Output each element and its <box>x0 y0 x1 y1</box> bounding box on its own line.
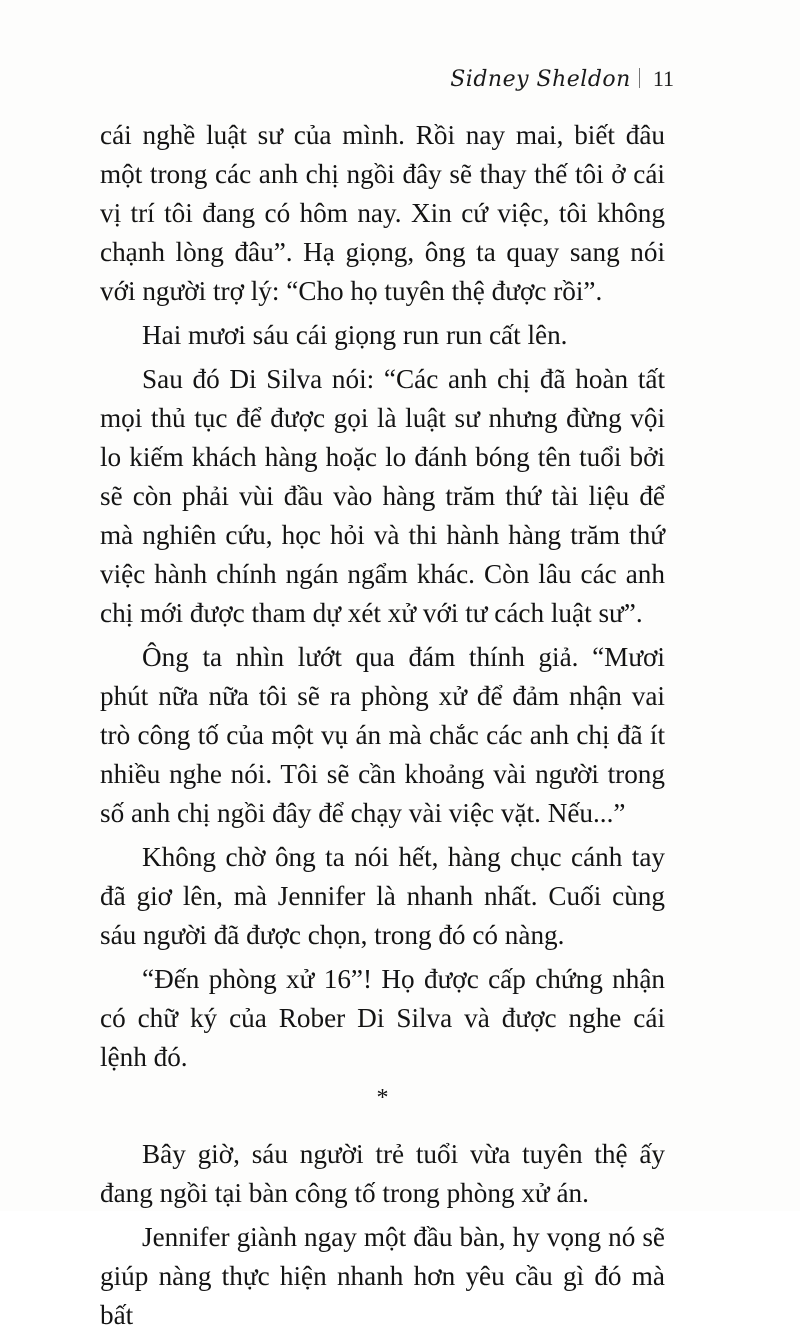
paragraph: “Đến phòng xử 16”! Họ được cấp chứng nhận có chữ ký của Rober Di Silva và được nghe cái lệnh đó. <box>100 964 665 1072</box>
paragraph: Sau đó Di Silva nói: “Các anh chị đã hoàn tất mọi thủ tục để được gọi là luật sư nhưng đừng vội lo kiếm khách hàng hoặc lo đánh bóng tên tuổi bởi sẽ còn phải vùi đầu vào hàng trăm thứ tài liệu để mà nghiên cứu, học hỏi và thi hành hàng trăm thứ việc hành chính ngán ngẩm khác. Còn lâu các anh chị mới được tham dự xét xử với tư cách luật sư”. <box>100 364 665 628</box>
header-divider <box>639 68 640 88</box>
paragraph: Jennifer giành ngay một đầu bàn, hy vọng nó sẽ giúp nàng thực hiện nhanh hơn yêu cầu gì đó mà bất <box>100 1222 665 1330</box>
paragraph: Hai mươi sáu cái giọng run run cất lên. <box>142 320 568 350</box>
page-number: 11 <box>652 66 674 91</box>
body-text <box>100 116 665 1340</box>
paragraph: Không chờ ông ta nói hết, hàng chục cánh tay đã giơ lên, mà Jennifer là nhanh nhất. Cuối cùng sáu người đã được chọn, trong đó có nàng. <box>100 842 665 950</box>
paragraph: cái nghề luật sư của mình. Rồi nay mai, biết đâu một trong các anh chị ngồi đây sẽ thay thế tôi ở cái vị trí tôi đang có hôm nay. Xin cứ việc, tôi không chạnh lòng đâu”. Hạ giọng, ông ta quay sang nói với người trợ lý: “Cho họ tuyên thệ được rồi”. <box>100 120 665 306</box>
header-author: Sidney Sheldon <box>450 67 631 92</box>
running-header <box>450 66 674 92</box>
paragraph: Ông ta nhìn lướt qua đám thính giả. “Mươi phút nữa nữa tôi sẽ ra phòng xử để đảm nhận vai trò công tố của một vụ án mà chắc các anh chị đã ít nhiều nghe nói. Tôi sẽ cần khoảng vài người trong số anh chị ngồi đây để chạy vài việc vặt. Nếu...” <box>100 642 665 828</box>
scene-break-asterisk: * <box>376 1085 389 1111</box>
paragraph: Bây giờ, sáu người trẻ tuổi vừa tuyên thệ ấy đang ngồi tại bàn công tố trong phòng xử án. <box>100 1139 665 1208</box>
